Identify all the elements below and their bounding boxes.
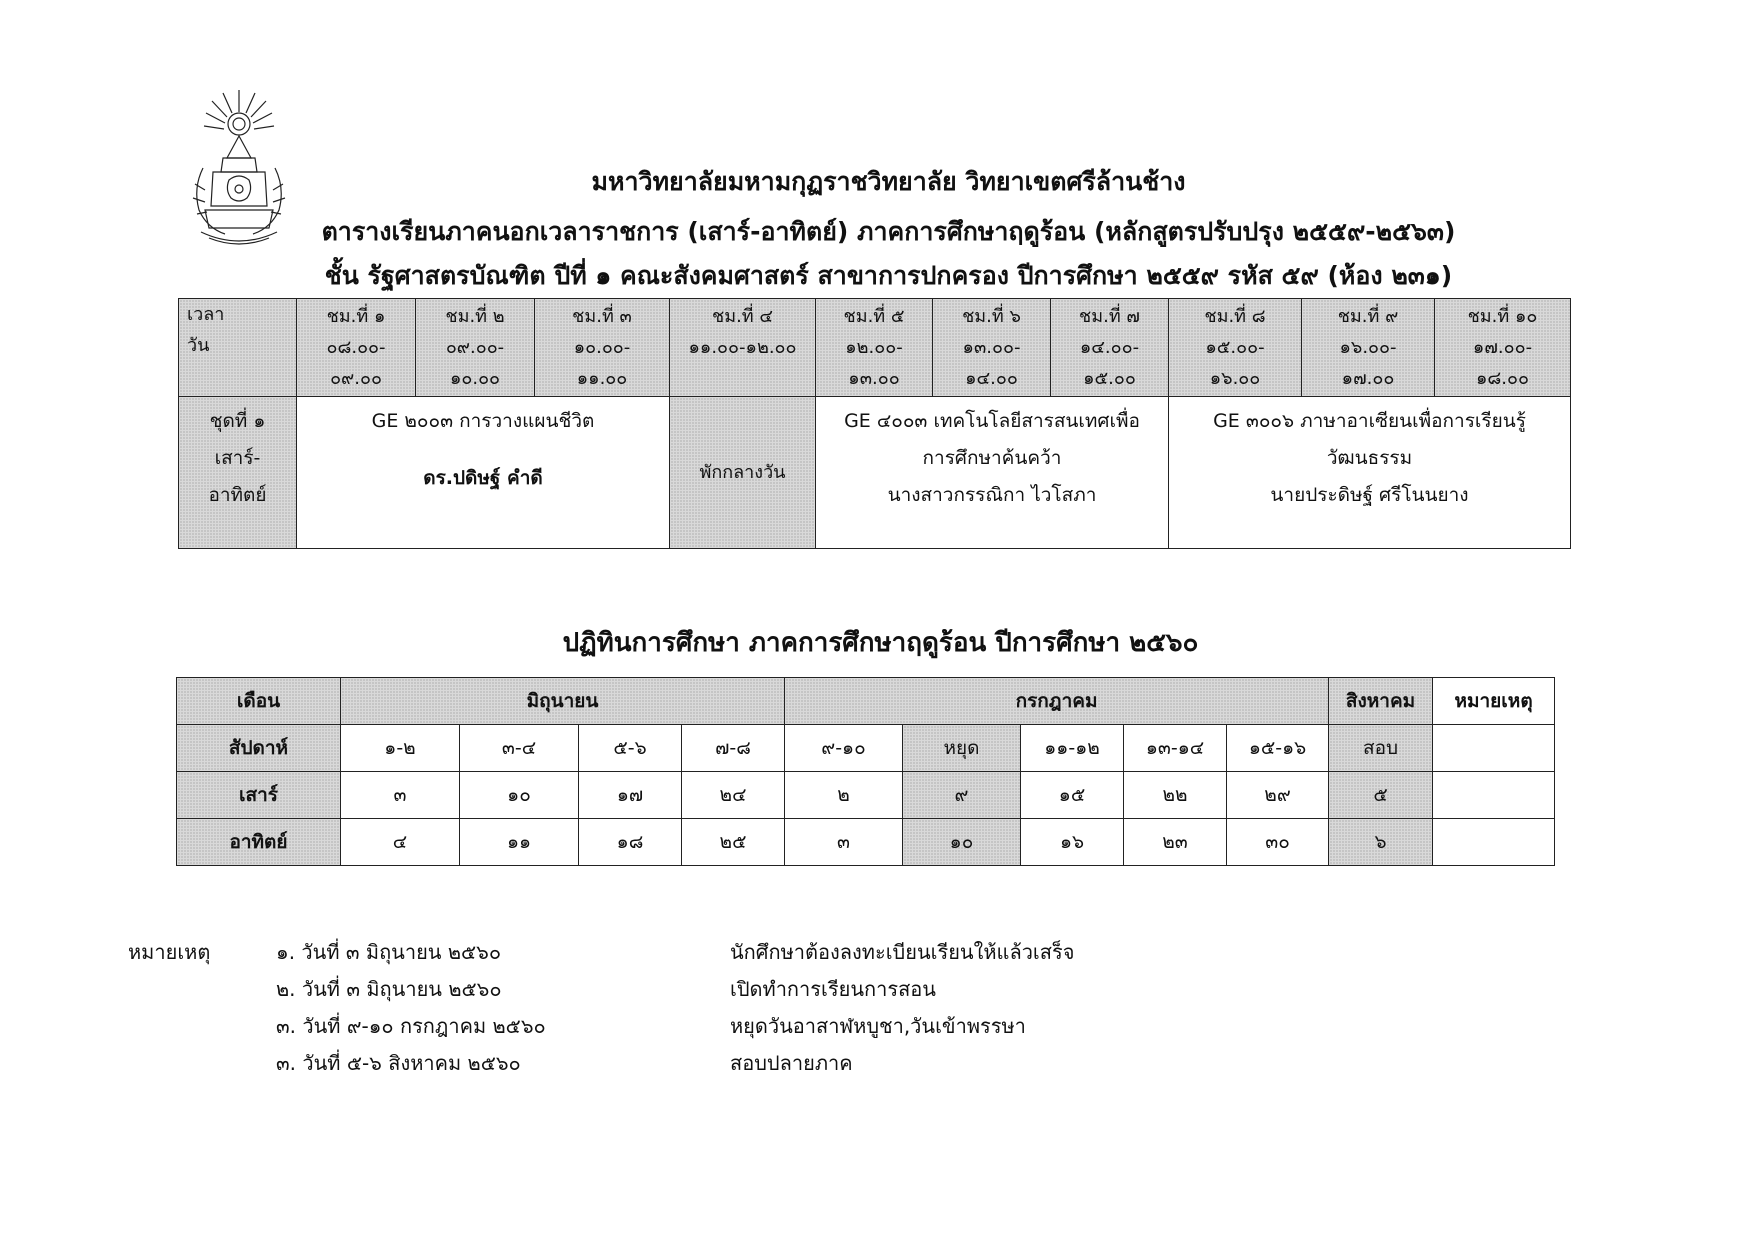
week-cell: ๑๓-๑๔	[1124, 725, 1227, 772]
remarks-cell	[1433, 772, 1555, 819]
course-ge3006-cell	[1169, 397, 1571, 549]
month-june: มิถุนายน	[341, 678, 785, 725]
date-cell: ๑๐	[460, 772, 579, 819]
note-desc-2: เปิดทำการเรียนการสอน	[730, 977, 936, 1001]
remarks-header: หมายเหตุ	[1433, 678, 1555, 725]
course-title: GE ๓๐๐๖ ภาษาอาเซียนเพื่อการเรียนรู้	[1213, 410, 1526, 432]
month-july: กรกฎาคม	[785, 678, 1329, 725]
schedule-title: ตารางเรียนภาคนอกเวลาราชการ (เสาร์-อาทิตย์) ภาคการศึกษาฤดูร้อน (หลักสูตรปรับปรุง ๒๕๕๙-๒๕๖๓)	[321, 217, 1456, 246]
calendar-title: ปฏิทินการศึกษา ภาคการศึกษาฤดูร้อน ปีการศึกษา ๒๕๖๐	[562, 628, 1199, 658]
course-instructor: นายประดิษฐ์ ศรีโนนยาง	[1270, 484, 1469, 506]
date-cell: ๑๕	[1021, 772, 1124, 819]
date-cell: ๓๐	[1227, 819, 1329, 866]
date-cell: ๓	[341, 772, 460, 819]
time-slot-7: ชม.ที่ ๗ ๑๔.๐๐- ๑๕.๐๐	[1051, 299, 1169, 397]
date-cell: ๑๖	[1021, 819, 1124, 866]
class-schedule-table	[178, 298, 1571, 549]
week-cell: ๗-๘	[682, 725, 785, 772]
week-cell: ๓-๔	[460, 725, 579, 772]
sunday-row	[177, 819, 1555, 866]
week-cell: ๑๕-๑๖	[1227, 725, 1329, 772]
note-date-2: ๒. วันที่ ๓ มิถุนายน ๒๕๖๐	[276, 977, 502, 1001]
date-cell: ๒๒	[1124, 772, 1227, 819]
day-label: วัน	[187, 335, 210, 356]
week-header-label: สัปดาห์	[177, 725, 341, 772]
course-title-cont: การศึกษาค้นคว้า	[922, 447, 1062, 469]
date-cell: ๒๙	[1227, 772, 1329, 819]
note-desc-1: นักศึกษาต้องลงทะเบียนเรียนให้แล้วเสร็จ	[730, 940, 1075, 964]
week-cell: ๑-๒	[341, 725, 460, 772]
time-slot-1: ชม.ที่ ๑ ๐๘.๐๐- ๐๙.๐๐	[297, 299, 416, 397]
course-title-cont: วัฒนธรรม	[1326, 447, 1413, 469]
course-title: GE ๒๐๐๓ การวางแผนชีวิต	[371, 410, 595, 432]
week-cell: ๕-๖	[579, 725, 682, 772]
remarks-cell	[1433, 819, 1555, 866]
date-cell: ๓	[785, 819, 903, 866]
set-label-cell: ชุดที่ ๑ เสาร์- อาทิตย์	[179, 397, 297, 549]
date-cell: ๑๐	[903, 819, 1021, 866]
date-cell: ๖	[1329, 819, 1433, 866]
saturday-row	[177, 772, 1555, 819]
note-date-1: ๑. วันที่ ๓ มิถุนายน ๒๕๖๐	[276, 940, 502, 964]
remarks-cell	[1433, 725, 1555, 772]
week-holiday-cell: หยุด	[903, 725, 1021, 772]
time-slot-2: ชม.ที่ ๒ ๐๙.๐๐- ๑๐.๐๐	[416, 299, 535, 397]
week-exam-cell: สอบ	[1329, 725, 1433, 772]
time-label: เวลา	[187, 304, 225, 325]
sunday-label: อาทิตย์	[177, 819, 341, 866]
date-cell: ๒๓	[1124, 819, 1227, 866]
time-slot-5: ชม.ที่ ๕ ๑๒.๐๐- ๑๓.๐๐	[816, 299, 933, 397]
university-name: มหาวิทยาลัยมหามกุฏราชวิทยาลัย วิทยาเขตศรีล้านช้าง	[591, 167, 1186, 196]
time-slot-6: ชม.ที่ ๖ ๑๓.๐๐- ๑๔.๐๐	[933, 299, 1051, 397]
class-info: ชั้น รัฐศาสตรบัณฑิต ปีที่ ๑ คณะสังคมศาสตร์ สาขาการปกครอง ปีการศึกษา ๒๕๕๙ รหัส ๕๙ (ห้อง ๒๓๑)	[324, 261, 1453, 290]
course-instructor: ดร.ปดิษฐ์ คำดี	[423, 467, 543, 489]
schedule-row-set-1	[179, 397, 1571, 549]
course-instructor: นางสาวกรรณิกา ไวโสภา	[887, 484, 1097, 506]
time-slot-8: ชม.ที่ ๘ ๑๕.๐๐- ๑๖.๐๐	[1169, 299, 1302, 397]
saturday-label: เสาร์	[177, 772, 341, 819]
week-cell: ๑๑-๑๒	[1021, 725, 1124, 772]
note-desc-4: สอบปลายภาค	[730, 1051, 853, 1075]
time-slot-3: ชม.ที่ ๓ ๑๐.๐๐- ๑๑.๐๐	[535, 299, 670, 397]
note-date-4: ๓. วันที่ ๕-๖ สิงหาคม ๒๕๖๐	[276, 1051, 521, 1075]
date-cell: ๔	[341, 819, 460, 866]
course-ge2003-cell	[297, 397, 670, 549]
week-cell: ๙-๑๐	[785, 725, 903, 772]
time-slot-4: ชม.ที่ ๔ ๑๑.๐๐-๑๒.๐๐	[670, 299, 816, 397]
time-header-row	[179, 299, 1571, 397]
date-cell: ๑๑	[460, 819, 579, 866]
course-title: GE ๔๐๐๓ เทคโนโลยีสารสนเทศเพื่อ	[844, 410, 1140, 432]
time-slot-9: ชม.ที่ ๙ ๑๖.๐๐- ๑๗.๐๐	[1302, 299, 1435, 397]
week-row	[177, 725, 1555, 772]
month-august: สิงหาคม	[1329, 678, 1433, 725]
note-desc-3: หยุดวันอาสาฬหบูชา,วันเข้าพรรษา	[730, 1014, 1026, 1038]
date-cell: ๒๕	[682, 819, 785, 866]
month-row	[177, 678, 1555, 725]
course-ge4003-cell	[816, 397, 1169, 549]
date-cell: ๑๗	[579, 772, 682, 819]
note-date-3: ๓. วันที่ ๙-๑๐ กรกฎาคม ๒๕๖๐	[276, 1014, 546, 1038]
date-cell: ๒	[785, 772, 903, 819]
time-day-corner-cell	[179, 299, 297, 397]
month-header-label: เดือน	[177, 678, 341, 725]
date-cell: ๒๔	[682, 772, 785, 819]
lunch-break-cell: พักกลางวัน	[670, 397, 816, 549]
academic-calendar-table	[176, 677, 1555, 866]
date-cell: ๑๘	[579, 819, 682, 866]
time-slot-10: ชม.ที่ ๑๐ ๑๗.๐๐- ๑๘.๐๐	[1435, 299, 1571, 397]
date-cell: ๙	[903, 772, 1021, 819]
notes-label: หมายเหตุ	[128, 940, 211, 964]
date-cell: ๕	[1329, 772, 1433, 819]
